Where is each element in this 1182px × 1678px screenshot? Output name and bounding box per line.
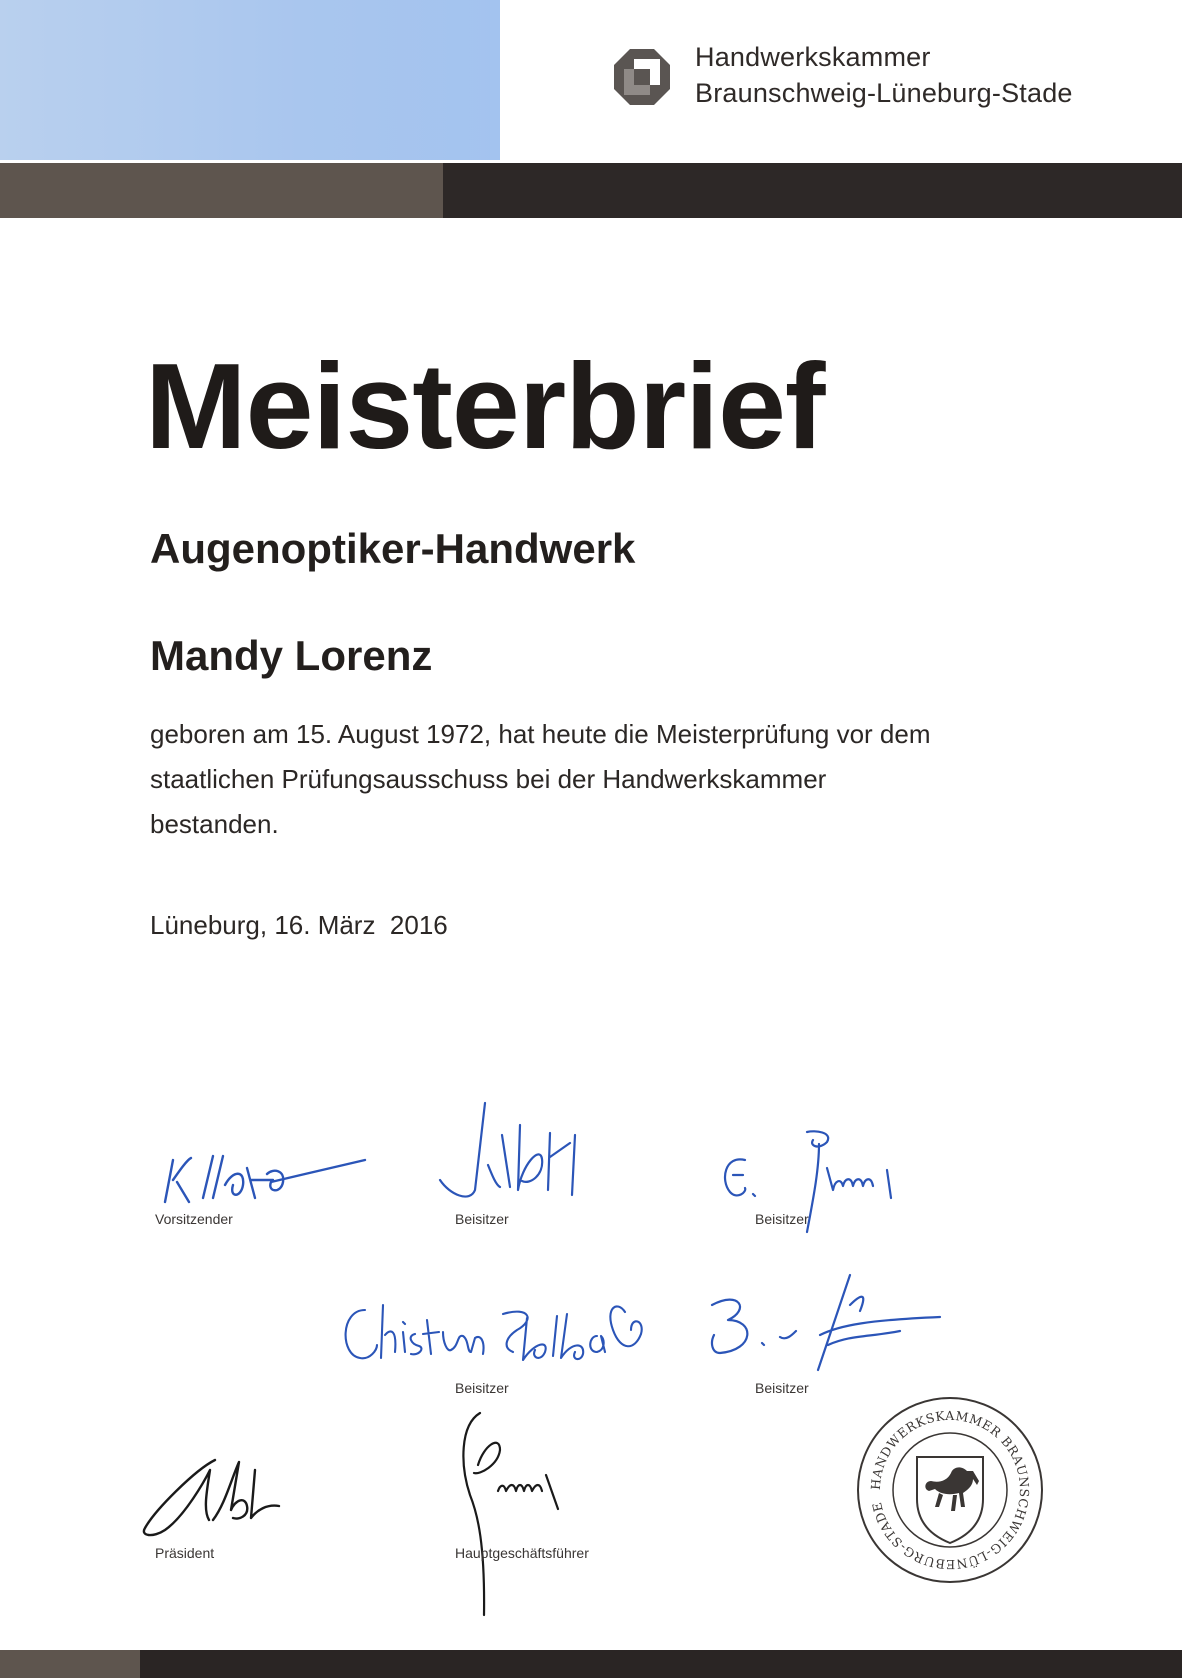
signature-managing-director xyxy=(440,1405,600,1625)
signature-assessor-2 xyxy=(715,1120,935,1245)
signature-assessor-1 xyxy=(430,1095,630,1210)
statement-line: staatlichen Prüfungsausschuss bei der Handwerkskammer xyxy=(150,764,827,794)
header-band-left xyxy=(0,163,443,218)
signature-label-chair: Vorsitzender xyxy=(155,1211,233,1227)
signature-label-president: Präsident xyxy=(155,1545,215,1561)
header-blue-panel xyxy=(0,0,500,160)
footer-band-left xyxy=(0,1650,140,1678)
header-band-right xyxy=(443,163,1182,218)
signature-label-assessor-1: Beisitzer xyxy=(455,1211,509,1227)
holder-name: Mandy Lorenz xyxy=(150,632,433,679)
place-date: Lüneburg, 16. März 2016 xyxy=(150,910,448,940)
signature-assessor-4 xyxy=(700,1265,950,1385)
statement-line: geboren am 15. August 1972, hat heute die Meisterprüfung vor dem xyxy=(150,719,931,749)
org-name-line1: Handwerkskammer xyxy=(695,42,931,72)
signature-label-assessor-2: Beisitzer xyxy=(755,1211,809,1227)
signature-assessor-3 xyxy=(335,1290,655,1380)
org-name-line2: Braunschweig-Lüneburg-Stade xyxy=(695,78,1073,108)
signature-label-managing-director: Hauptgeschäftsführer xyxy=(455,1545,589,1561)
certificate-title: Meisterbrief xyxy=(145,338,825,474)
statement-line: bestanden. xyxy=(150,809,279,839)
certificate-statement xyxy=(150,712,1050,847)
signature-label-assessor-4: Beisitzer xyxy=(755,1380,809,1396)
signature-label-assessor-3: Beisitzer xyxy=(455,1380,509,1396)
chamber-seal xyxy=(855,1395,1045,1585)
trade-name: Augenoptiker-Handwerk xyxy=(150,525,636,572)
footer-band-right xyxy=(140,1650,1182,1678)
signature-president xyxy=(135,1440,335,1540)
signature-chair xyxy=(155,1140,385,1215)
seal-ring-text: HANDWERKSKAMMER BRAUNSCHWEIG-LÜNEBURG-STADE xyxy=(867,1407,1033,1573)
chamber-logo-icon xyxy=(612,47,672,107)
horse-coat-of-arms-icon xyxy=(917,1457,983,1543)
